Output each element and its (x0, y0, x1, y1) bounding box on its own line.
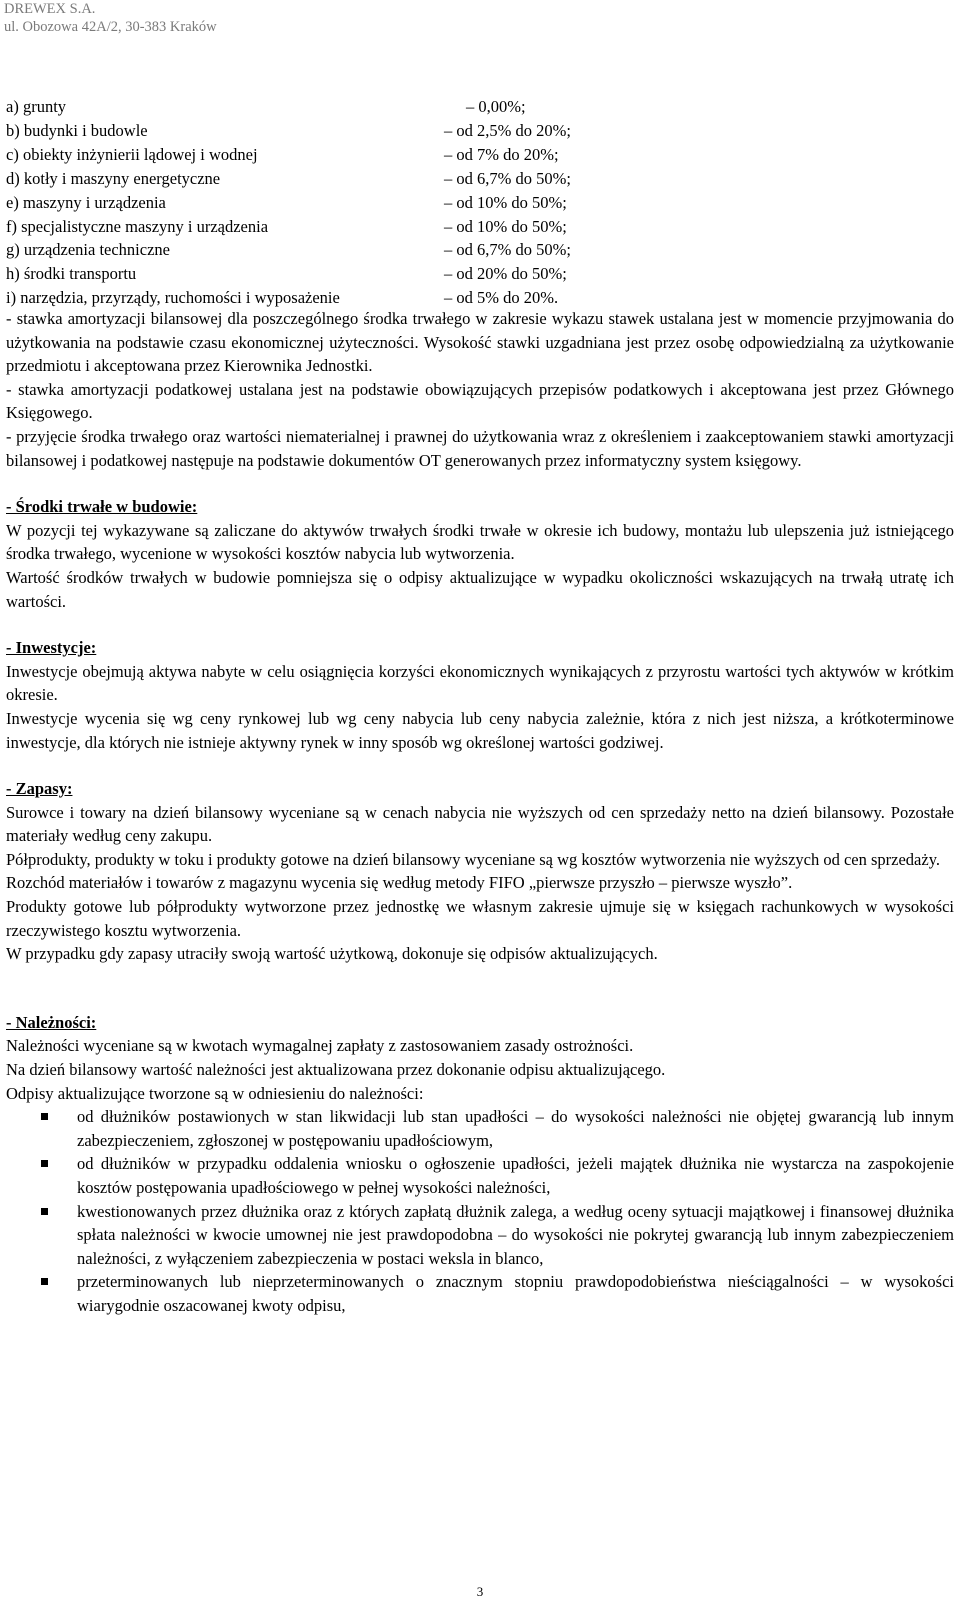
rate-row (6, 215, 646, 239)
amortization-tax-paragraph: - stawka amortyzacji podatkowej ustalana jest na podstawie obowiązujących przepisów podatkowych i akceptowana jest przez Głównego Księgowego. (6, 379, 954, 423)
rate-label: f) specjalistyczne maszyny i urządzenia (6, 216, 269, 236)
depreciation-rates-list (6, 95, 646, 310)
rate-label: c) obiekty inżynierii lądowej i wodnej (6, 144, 258, 164)
list-item-text: od dłużników w przypadku oddalenia wniosku o ogłoszenie upadłości, jeżeli majątek dłużnika nie wystarcza na zaspokojenie kosztów postępowania upadłościowego w pełnej wysokości należności, (77, 1154, 954, 1197)
list-item (6, 1200, 954, 1271)
square-bullet-icon (41, 1208, 48, 1215)
page-header (4, 0, 217, 36)
rate-value: – od 10% do 50%; (444, 216, 567, 236)
inventory-paragraph: Rozchód materiałów i towarów z magazynu wycenia się według metody FIFO „pierwsze przyszło – pierwsze wyszło”. (6, 873, 793, 893)
inventory-paragraph: Półprodukty, produkty w toku i produkty gotowe na dzień bilansowy wyceniane są wg kosztów wytworzenia nie wyższych od cen sprzedaży. (6, 849, 941, 869)
inventory-heading: - Zapasy: (6, 779, 73, 799)
receivables-paragraph: Odpisy aktualizujące tworzone są w odniesieniu do należności: (6, 1083, 424, 1103)
rate-label: d) kotły i maszyny energetyczne (6, 168, 221, 188)
receivables-paragraph: Należności wyceniane są w kwotach wymagalnej zapłaty z zastosowaniem zasady ostrożności. (6, 1036, 634, 1056)
rate-row (6, 119, 646, 143)
rate-row (6, 191, 646, 215)
rate-value: – od 5% do 20%. (444, 288, 559, 308)
rate-label: e) maszyny i urządzenia (6, 192, 166, 212)
rate-label: a) grunty (6, 97, 67, 116)
rate-label: b) budynki i budowle (6, 120, 148, 140)
rate-value: – od 10% do 50%; (444, 192, 567, 212)
rate-label: h) środki transportu (6, 264, 137, 284)
list-item (6, 1152, 954, 1199)
square-bullet-icon (41, 1278, 48, 1285)
page-number: 3 (476, 1584, 484, 1599)
list-item-text: od dłużników postawionych w stan likwidacji lub stan upadłości – do wysokości należności nie objętej gwarancją lub innym zabezpieczeniem, zgłoszonej w postępowaniu upadłościowym, (77, 1107, 954, 1150)
square-bullet-icon (41, 1160, 48, 1167)
rate-value: – 0,00%; (466, 97, 526, 116)
rate-label: g) urządzenia techniczne (6, 240, 170, 260)
rate-row (6, 238, 646, 262)
asset-acceptance-paragraph: - przyjęcie środka trwałego oraz wartości niematerialnej i prawnej do użytkowania wraz z określeniem i zaakceptowaniem stawki amortyzacji bilansowej i podatkowej następuje na podstawie dokumentów OT generowanych przez informatyczny system księgowy. (6, 426, 954, 470)
investments-paragraph: Inwestycje wycenia się wg ceny rynkowej lub wg ceny nabycia lub ceny nabycia zależnie, która z nich jest niższa, a krótkoterminowe inwestycje, dla których nie istnieje aktywny rynek w inny sposób wg określonej wartości godziwej. (6, 708, 954, 752)
inventory-paragraph: Surowce i towary na dzień bilansowy wyceniane są w cenach nabycia nie wyższych od cen sprzedaży netto na dzień bilansowy. Pozostałe materiały według ceny zakupu. (6, 802, 954, 846)
list-item (6, 1270, 954, 1317)
company-address: ul. Obozowa 42A/2, 30-383 Kraków (4, 19, 217, 35)
document-body (6, 307, 954, 1318)
rate-value: – od 20% do 50%; (444, 264, 567, 284)
rate-label: i) narzędzia, przyrządy, ruchomości i wyposażenie (6, 288, 340, 308)
list-item-text: kwestionowanych przez dłużnika oraz z których zapłatą dłużnik zalega, a według oceny sytuacji majątkowej i finansowej dłużnika spłata należności w kwocie umownej nie jest prawdopodobna – do wysokości nie pokrytej gwarancją lub innym zabezpieczeniem należności, z wyłączeniem zabezpieczenia w postaci weksla in blanco, (77, 1201, 954, 1268)
rate-value: – od 6,7% do 50%; (444, 168, 571, 188)
rate-value: – od 2,5% do 20%; (444, 120, 571, 140)
list-item (6, 1105, 954, 1152)
investments-paragraph: Inwestycje obejmują aktywa nabyte w celu osiągnięcia korzyści ekonomicznych wynikających z przyrostu wartości tych aktywów w krótkim okresie. (6, 661, 954, 705)
inventory-paragraph: Produkty gotowe lub półprodukty wytworzone przez jednostkę we własnym zakresie ujmuje się w księgach rachunkowych w wysokości rzeczywistego kosztu wytworzenia. (6, 897, 954, 940)
inventory-paragraph: W przypadku gdy zapasy utraciły swoją wartość użytkową, dokonuje się odpisów aktualizujących. (6, 944, 658, 964)
rate-row (6, 143, 646, 167)
investments-heading: - Inwestycje: (6, 638, 97, 658)
construction-heading: - Środki trwałe w budowie: (6, 497, 198, 517)
receivables-heading: - Należności: (6, 1012, 97, 1032)
amortization-balance-paragraph: - stawka amortyzacji bilansowej dla poszczególnego środka trwałego w zakresie wykazu stawek ustalana jest w momencie przyjmowania do użytkowania na podstawie czasu ekonomicznej użyteczności. Wysokość stawki uzgadniana jest przez osobę odpowiedzialną za użytkowanie przedmiotu i akceptowana przez Kierownika Jednostki. (6, 309, 954, 376)
rate-row (6, 262, 646, 286)
rate-row (6, 167, 646, 191)
company-name: DREWEX S.A. (4, 1, 96, 17)
construction-paragraph: Wartość środków trwałych w budowie pomniejsza się o odpisy aktualizujące w wypadku okoliczności wskazujących na trwałą utratę ich wartości. (6, 567, 954, 611)
rate-value: – od 7% do 20%; (444, 144, 559, 164)
rate-value: – od 6,7% do 50%; (444, 240, 571, 260)
construction-paragraph: W pozycji tej wykazywane są zaliczane do aktywów trwałych środki trwałe w okresie ich budowy, montażu lub ulepszenia już istniejącego środka trwałego, wycenione w wysokości kosztów nabycia lub wytworzenia. (6, 520, 954, 564)
square-bullet-icon (41, 1113, 48, 1120)
write-down-list (6, 1105, 954, 1317)
list-item-text: przeterminowanych lub nieprzeterminowanych o znacznym stopniu prawdopodobieństwa nieściągalności – w wysokości wiarygodnie oszacowanej kwoty odpisu, (77, 1272, 954, 1315)
rate-row (6, 95, 646, 119)
receivables-paragraph: Na dzień bilansowy wartość należności jest aktualizowana przez dokonanie odpisu aktualizującego. (6, 1060, 666, 1080)
